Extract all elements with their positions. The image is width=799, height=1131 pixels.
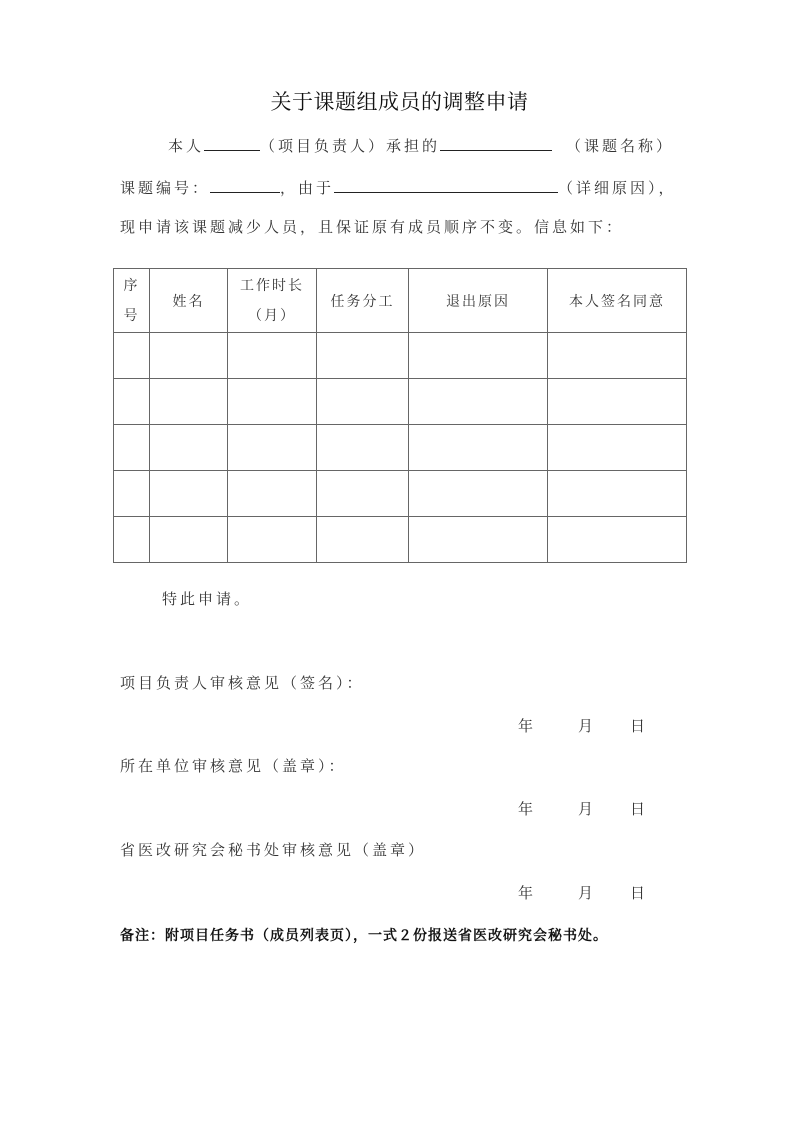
cell-exit-reason[interactable] xyxy=(409,333,548,379)
cell-exit-reason[interactable] xyxy=(409,425,548,471)
table-row xyxy=(114,471,687,517)
header-index-line2: 号 xyxy=(123,307,140,324)
cell-index[interactable] xyxy=(114,471,150,517)
table-row xyxy=(114,425,687,471)
cell-name[interactable] xyxy=(150,471,228,517)
intro-line-2-suffix: （详细原因）， xyxy=(558,179,677,197)
cell-work-duration[interactable] xyxy=(228,471,317,517)
table-row xyxy=(114,517,687,563)
intro-line-1-middle: （项目负责人）承担的 xyxy=(260,137,441,155)
cell-signature[interactable] xyxy=(548,471,687,517)
date-year: 年 xyxy=(518,800,534,818)
header-exit-reason: 退出原因 xyxy=(409,269,548,333)
cell-signature[interactable] xyxy=(548,333,687,379)
cell-task-division[interactable] xyxy=(317,425,409,471)
header-task-division: 任务分工 xyxy=(317,269,409,333)
cell-index[interactable] xyxy=(114,425,150,471)
approval-unit-label: 所在单位审核意见（盖章）： xyxy=(120,757,347,775)
cell-task-division[interactable] xyxy=(317,517,409,563)
project-name-blank[interactable] xyxy=(440,134,552,151)
cell-index[interactable] xyxy=(114,333,150,379)
intro-line-2-prefix: 课题编号： xyxy=(120,179,211,197)
approval-secretariat-label: 省医改研究会秘书处审核意见（盖章） xyxy=(120,841,427,859)
date-day: 日 xyxy=(630,717,646,735)
date-month: 月 xyxy=(578,717,594,735)
cell-exit-reason[interactable] xyxy=(409,379,548,425)
reason-blank[interactable] xyxy=(334,176,558,193)
cell-work-duration[interactable] xyxy=(228,333,317,379)
cell-signature[interactable] xyxy=(548,425,687,471)
closing-text: 特此申请。 xyxy=(162,590,253,608)
intro-line-3: 现申请该课题减少人员，且保证原有成员顺序不变。信息如下： xyxy=(120,218,625,236)
table-header-row xyxy=(114,269,687,333)
intro-line-1-prefix: 本人 xyxy=(168,137,205,155)
header-index xyxy=(114,269,150,333)
cell-name[interactable] xyxy=(150,379,228,425)
date-year: 年 xyxy=(518,717,534,735)
project-leader-blank[interactable] xyxy=(204,134,260,151)
cell-signature[interactable] xyxy=(548,517,687,563)
cell-name[interactable] xyxy=(150,517,228,563)
intro-line-2 xyxy=(120,176,677,198)
date-month: 月 xyxy=(578,800,594,818)
date-year: 年 xyxy=(518,884,534,902)
header-name: 姓名 xyxy=(150,269,228,333)
intro-line-1 xyxy=(168,134,674,156)
cell-exit-reason[interactable] xyxy=(409,471,548,517)
cell-index[interactable] xyxy=(114,379,150,425)
cell-task-division[interactable] xyxy=(317,471,409,517)
date-day: 日 xyxy=(630,800,646,818)
header-signature-consent: 本人签名同意 xyxy=(548,269,687,333)
header-index-line1: 序 xyxy=(123,277,140,294)
project-number-blank[interactable] xyxy=(210,176,280,193)
cell-exit-reason[interactable] xyxy=(409,517,548,563)
date-month: 月 xyxy=(578,884,594,902)
cell-signature[interactable] xyxy=(548,379,687,425)
header-work-duration-line2: （月） xyxy=(248,307,296,324)
date-day: 日 xyxy=(630,884,646,902)
header-work-duration-line1: 工作时长 xyxy=(240,277,304,294)
cell-work-duration[interactable] xyxy=(228,517,317,563)
cell-task-division[interactable] xyxy=(317,379,409,425)
footnote: 备注：附项目任务书（成员列表页），一式２份报送省医改研究会秘书处。 xyxy=(120,928,608,944)
cell-work-duration[interactable] xyxy=(228,425,317,471)
table-row xyxy=(114,379,687,425)
member-adjustment-table xyxy=(113,268,687,563)
cell-index[interactable] xyxy=(114,517,150,563)
cell-task-division[interactable] xyxy=(317,333,409,379)
intro-line-1-suffix: （课题名称） xyxy=(566,137,675,155)
header-work-duration xyxy=(228,269,317,333)
intro-line-2-middle: ，由于 xyxy=(280,179,335,197)
document-title: 关于课题组成员的调整申请 xyxy=(270,90,529,114)
cell-name[interactable] xyxy=(150,425,228,471)
table-row xyxy=(114,333,687,379)
cell-name[interactable] xyxy=(150,333,228,379)
cell-work-duration[interactable] xyxy=(228,379,317,425)
approval-leader-label: 项目负责人审核意见（签名）： xyxy=(120,674,365,692)
